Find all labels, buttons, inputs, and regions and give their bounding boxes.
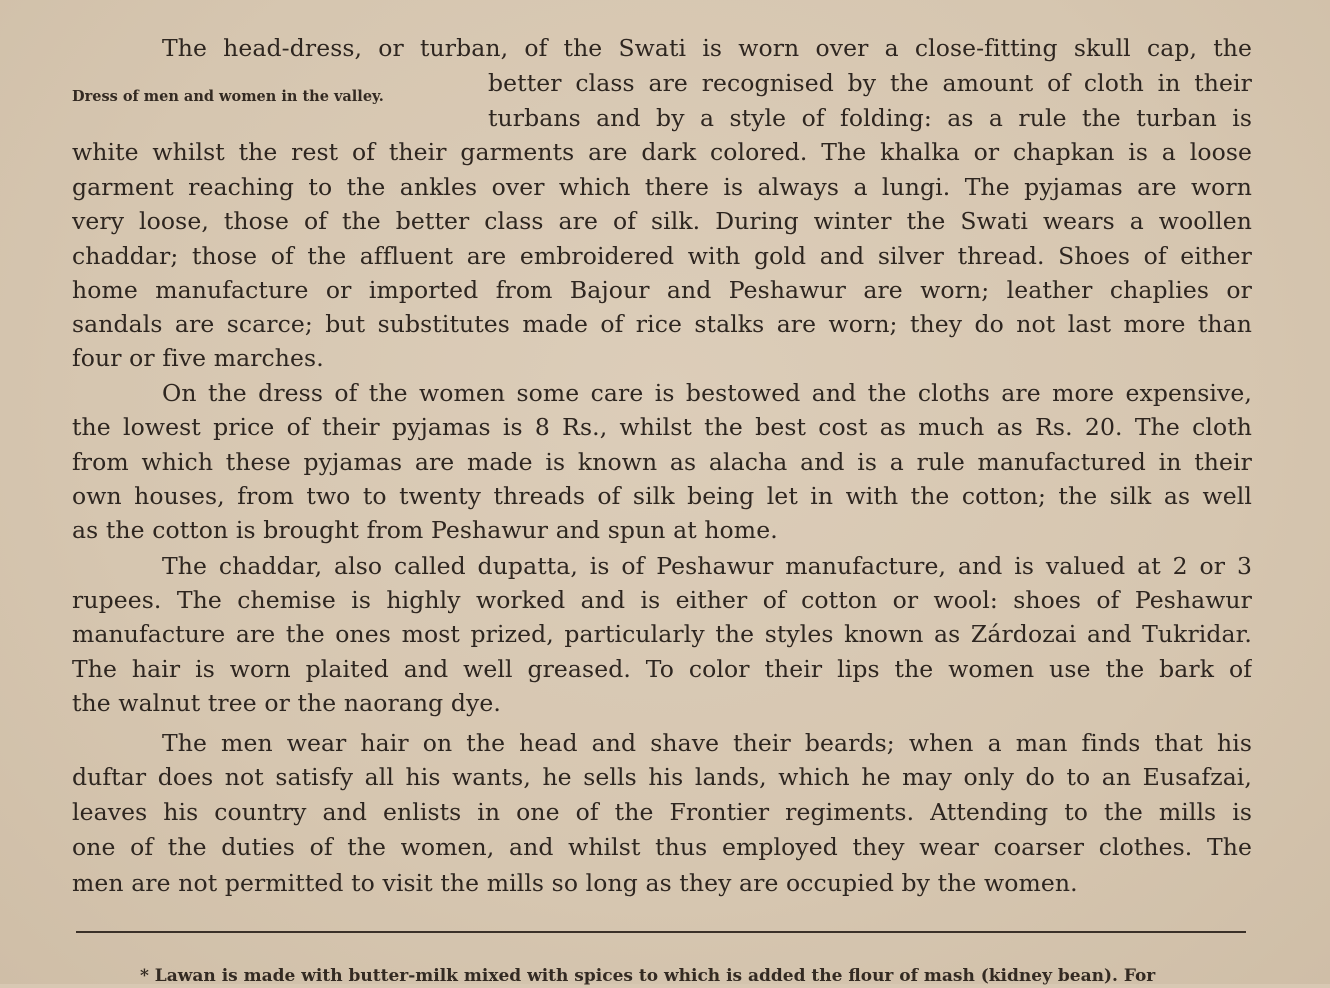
text-line: The men wear hair on the head and shave their beards; when a man finds that his [162,729,1252,757]
text-line: manufacture are the ones most prized, particularly the styles known as Zárdozai and Tukridar. [72,620,1252,648]
text-line: turbans and by a style of folding: as a rule the turban is [488,104,1252,132]
text-line: home manufacture or imported from Bajour and Peshawur are worn; leather chaplies or [72,276,1252,304]
text-line: the lowest price of their pyjamas is 8 Rs., whilst the best cost as much as Rs. 20. The cloth [72,413,1252,441]
text-line: as the cotton is brought from Peshawur and spun at home. [72,516,778,544]
marginal-note: Dress of men and women in the valley. [72,88,384,105]
text-line: own houses, from two to twenty threads of silk being let in with the cotton; the silk as well [72,482,1252,510]
text-line: from which these pyjamas are made is known as alacha and is a rule manufactured in their [72,448,1252,476]
text-line: sandals are scarce; but substitutes made of rice stalks are worn; they do not last more than [72,310,1252,338]
text-line: rupees. The chemise is highly worked and is either of cotton or wool: shoes of Peshawur [72,586,1252,614]
text-line: white whilst the rest of their garments are dark colored. The khalka or chapkan is a loose [72,138,1252,166]
footnote-divider [76,931,1246,933]
text-line: duftar does not satisfy all his wants, he sells his lands, which he may only do to an Eusafzai, [72,763,1252,791]
text-line: better class are recognised by the amount of cloth in their [488,69,1252,97]
text-line: one of the duties of the women, and whilst thus employed they wear coarser clothes. The [72,833,1252,861]
text-line: men are not permitted to visit the mills so long as they are occupied by the women. [72,869,1078,897]
text-line: the walnut tree or the naorang dye. [72,689,501,717]
text-line: four or five marches. [72,344,324,372]
text-line: chaddar; those of the affluent are embroidered with gold and silver thread. Shoes of either [72,242,1252,270]
footnote: * Lawan is made with butter-milk mixed with spices to which is added the flour of mash (kidney bean). For [140,966,1156,986]
text-line: The hair is worn plaited and well greased. To color their lips the women use the bark of [72,655,1252,683]
text-line: The head-dress, or turban, of the Swati is worn over a close-fitting skull cap, the [162,34,1252,62]
text-line: very loose, those of the better class are of silk. During winter the Swati wears a woollen [72,207,1252,235]
text-line: The chaddar, also called dupatta, is of Peshawur manufacture, and is valued at 2 or 3 [162,552,1252,580]
text-line: garment reaching to the ankles over which there is always a lungi. The pyjamas are worn [72,173,1252,201]
text-line: On the dress of the women some care is bestowed and the cloths are more expensive, [162,379,1252,407]
text-line: leaves his country and enlists in one of the Frontier regiments. Attending to the mills is [72,798,1252,826]
